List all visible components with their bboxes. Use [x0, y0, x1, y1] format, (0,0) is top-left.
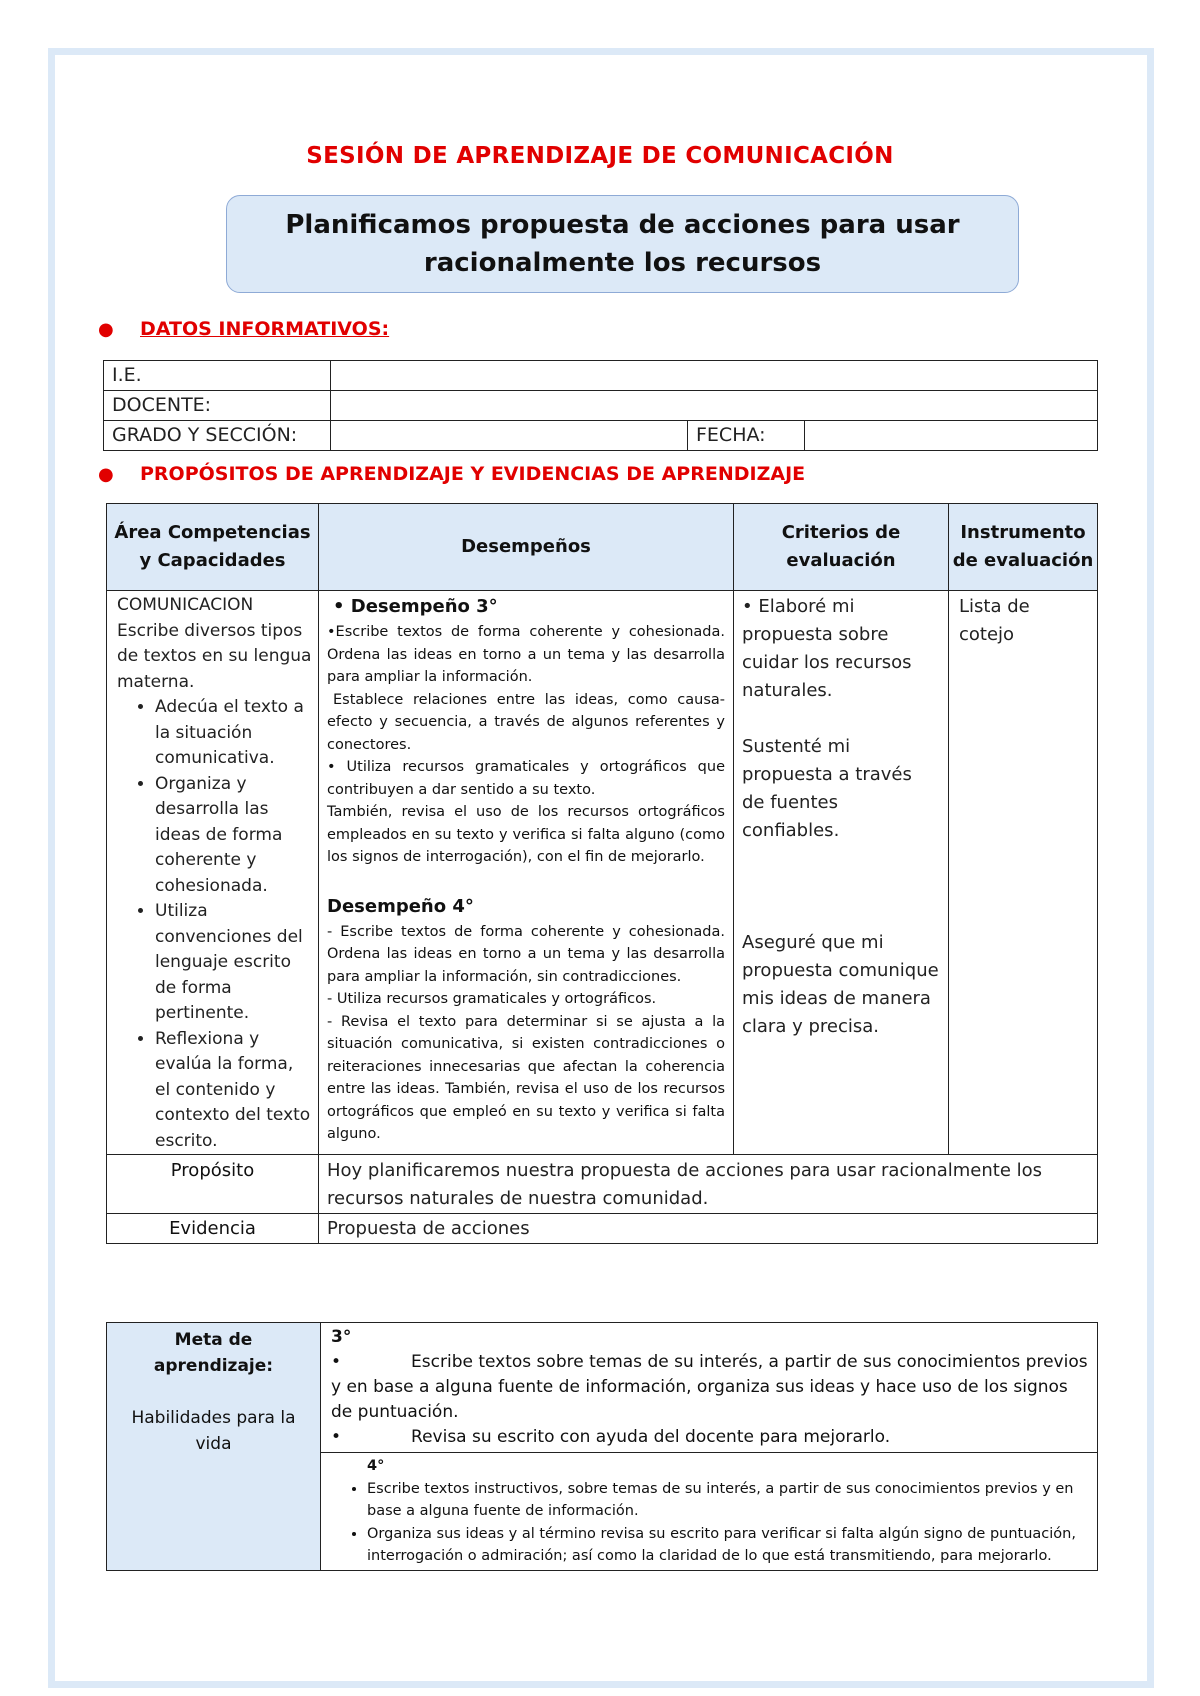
- list-item: • Adecúa el texto a la situación comunicativa.: [155, 695, 312, 772]
- area-title: COMUNICACION: [117, 595, 254, 615]
- desempeno4-p1: - Escribe textos de forma coherente y cohesionada. Ordena las ideas en torno a un tema y las desarrolla para ampliar la información, sin contradicciones.: [327, 923, 725, 985]
- ie-value[interactable]: [331, 361, 1098, 391]
- grade3-item2: [331, 1425, 1089, 1450]
- bullet-icon: •: [331, 1352, 342, 1372]
- grade4-list: [331, 1478, 1089, 1568]
- grade4-cell: [321, 1453, 1098, 1571]
- grade4-title: 4°: [367, 1458, 385, 1474]
- criterio-1: • Elaboré mi propuesta sobre cuidar los recursos naturales.: [742, 596, 912, 701]
- fecha-value[interactable]: [805, 421, 1098, 451]
- ie-label: I.E.: [104, 361, 331, 391]
- grade3-item1: [331, 1350, 1089, 1425]
- fecha-label: FECHA:: [688, 421, 805, 451]
- propositos-table: [106, 503, 1098, 1244]
- bullet-icon: ●: [98, 318, 114, 340]
- docente-label: DOCENTE:: [104, 391, 331, 421]
- table-row: [107, 1155, 1098, 1214]
- grado-value[interactable]: [331, 421, 688, 451]
- table-row: [107, 1323, 1098, 1453]
- desempeno3-title: • Desempeño 3°: [333, 596, 498, 617]
- desempeno3-p1: •Escribe textos de forma coherente y cohesionada. Ordena las ideas en torno a un tema y las desarrolla para ampliar la información.: [327, 624, 725, 685]
- criterio-2: Sustenté mi propuesta a través de fuentes confiables.: [742, 736, 912, 841]
- page-title: SESIÓN DE APRENDIZAJE DE COMUNICACIÓN: [306, 143, 894, 169]
- datos-heading: [98, 318, 389, 340]
- header-criterios: Criterios de evaluación: [734, 504, 949, 591]
- grade3-item2-text: Revisa su escrito con ayuda del docente para mejorarlo.: [411, 1427, 891, 1447]
- meta-table: [106, 1322, 1098, 1571]
- list-item: • Organiza sus ideas y al término revisa su escrito para verificar si falta algún signo de puntuación, interrogación o admiración; así como la claridad de lo que está transmitiendo, para mejorarlo.: [367, 1523, 1089, 1568]
- capacidades-list: [117, 695, 312, 1154]
- table-row: [107, 591, 1098, 1155]
- list-item: • Utiliza convenciones del lenguaje escrito de forma pertinente.: [155, 899, 312, 1027]
- meta-label: Meta de aprendizaje:: [153, 1330, 274, 1376]
- evidencia-label: Evidencia: [107, 1214, 319, 1244]
- grado-label: GRADO Y SECCIÓN:: [104, 421, 331, 451]
- session-title-line1: Planificamos propuesta de acciones para usar: [285, 210, 960, 240]
- proposito-text: Hoy planificaremos nuestra propuesta de acciones para usar racionalmente los recursos naturales de nuestra comunidad.: [319, 1155, 1098, 1214]
- grade3-cell: [321, 1323, 1098, 1453]
- header-area: Área Competencias y Capacidades: [107, 504, 319, 591]
- competencia-text: Escribe diversos tipos de textos en su lengua materna.: [117, 620, 312, 692]
- grade3-title: 3°: [331, 1327, 352, 1347]
- table-row: [104, 391, 1098, 421]
- header-instrumento: Instrumento de evaluación: [949, 504, 1098, 591]
- propositos-heading-text: PROPÓSITOS DE APRENDIZAJE Y EVIDENCIAS DE APRENDIZAJE: [140, 463, 806, 485]
- criterio-3: Aseguré que mi propuesta comunique mis ideas de manera clara y precisa.: [742, 932, 939, 1037]
- area-cell: [107, 591, 319, 1155]
- desempeno4-p2: - Utiliza recursos gramaticales y ortográficos.: [327, 991, 657, 1007]
- grade3-item1-text: Escribe textos sobre temas de su interés, a partir de sus conocimientos previos y en base a alguna fuente de información, organiza sus ideas y hace uso de los signos de puntuación.: [331, 1352, 1088, 1422]
- desempeno4-p3: - Revisa el texto para determinar si se ajusta a la situación comunicativa, si existen contradicciones o reiteraciones innecesarias que afectan la coherencia entre las ideas. También, revisa el uso de los recursos ortográficos que empleó en su texto y verifica si falta alguno.: [327, 1013, 725, 1142]
- bullet-icon: ●: [98, 463, 114, 485]
- list-item: • Escribe textos instructivos, sobre temas de su interés, a partir de sus conocimientos previos y en base a alguna fuente de información.: [367, 1478, 1089, 1523]
- habilidades-label: Habilidades para la vida: [131, 1408, 296, 1454]
- datos-heading-text: DATOS INFORMATIVOS:: [140, 318, 390, 340]
- propositos-heading: [98, 463, 805, 485]
- evidencia-text: Propuesta de acciones: [319, 1214, 1098, 1244]
- table-row: [104, 421, 1098, 451]
- desempenos-cell: [319, 591, 734, 1155]
- desempeno3-p4: También, revisa el uso de los recursos ortográficos empleados en su texto y verifica si falta alguno (como los signos de interrogación), con el fin de mejorarlo.: [327, 804, 725, 865]
- list-item: • Organiza y desarrolla las ideas de forma coherente y cohesionada.: [155, 772, 312, 900]
- docente-value[interactable]: [331, 391, 1098, 421]
- criterios-cell: [734, 591, 949, 1155]
- desempeno3-p2: Establece relaciones entre las ideas, como causa-efecto y secuencia, a través de algunos referentes y conectores.: [327, 691, 725, 753]
- desempeno4-title: Desempeño 4°: [327, 895, 474, 917]
- meta-label-cell: [107, 1323, 321, 1571]
- instrumento-cell: Lista de cotejo: [949, 591, 1098, 1155]
- desempeno3-p3: • Utiliza recursos gramaticales y ortográficos que contribuyen a dar sentido a su texto.: [327, 759, 725, 798]
- session-title-line2: racionalmente los recursos: [423, 248, 822, 278]
- proposito-label: Propósito: [107, 1155, 319, 1214]
- bullet-icon: •: [331, 1427, 342, 1447]
- table-row: [107, 1214, 1098, 1244]
- header-desempenos: Desempeños: [319, 504, 734, 591]
- datos-table: [103, 360, 1098, 451]
- table-row: [104, 361, 1098, 391]
- session-title-box: [226, 195, 1019, 293]
- list-item: • Reflexiona y evalúa la forma, el contenido y contexto del texto escrito.: [155, 1027, 312, 1155]
- table-header-row: [107, 504, 1098, 591]
